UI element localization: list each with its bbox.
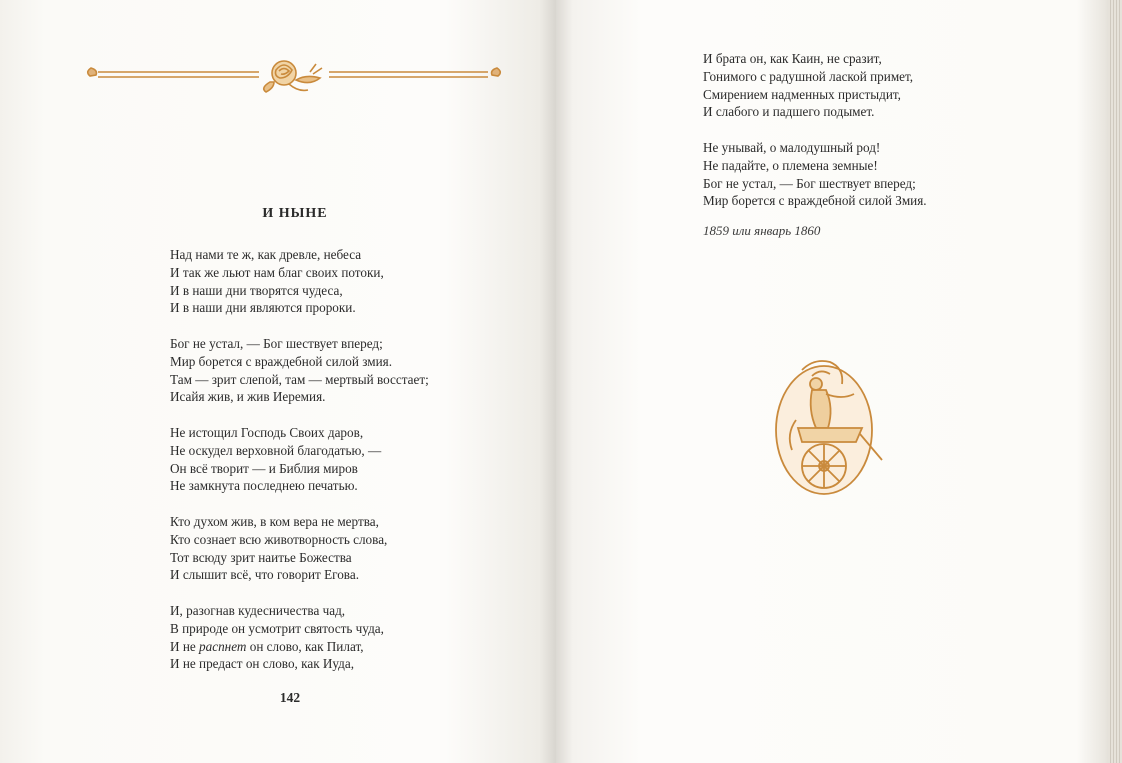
verse-line: Кто сознает всю животворность слова, <box>170 531 388 547</box>
verse-line: Кто духом жив, в ком вера не мертва, <box>170 513 379 529</box>
emphasized-word: распнет <box>199 638 247 654</box>
verse-line: Мир борется с враждебной силой змия. <box>170 353 393 369</box>
verse-line: Он всё творит — и Библия миров <box>170 460 358 476</box>
stanza <box>170 602 429 673</box>
poem-date: 1859 или январь 1860 <box>703 223 821 238</box>
verse-line: В природе он усмотрит святость чуда, <box>170 620 384 636</box>
verse-line: И в наши дни творятся чудеса, <box>170 282 343 298</box>
verse-line: Там — зрит слепой, там — мертвый восстает; <box>170 371 429 387</box>
stanza <box>170 513 429 584</box>
rose-ornament-icon <box>84 58 504 98</box>
poem-left-column <box>170 246 429 691</box>
verse-line: Не истощил Господь Своих даров, <box>170 424 364 440</box>
verse-line: Не оскудел верховной благодатью, — <box>170 442 382 458</box>
verse-line: И слышит всё, что говорит Егова. <box>170 567 359 583</box>
verse-line: И не предаст он слово, как Иуда, <box>170 656 355 672</box>
stanza <box>170 424 429 495</box>
stanza <box>170 246 429 317</box>
poem-title: И НЫНЕ <box>262 206 328 221</box>
verse-line: И в наши дни являются пророки. <box>170 300 356 316</box>
verse-line: Бог не устал, — Бог шествует вперед; <box>170 335 383 351</box>
verse-line: Тот всюду зрит наитье Божества <box>170 549 352 565</box>
chariot-vignette-icon <box>772 350 888 506</box>
page-number: 142 <box>279 690 301 705</box>
verse-line: Мир борется с враждебной силой Змия. <box>703 193 927 209</box>
page-edges <box>1108 0 1122 763</box>
stanza <box>703 139 927 210</box>
stanza <box>170 335 429 406</box>
verse-line: Над нами те ж, как древле, небеса <box>170 247 362 262</box>
verse-line: И слабого и падшего подымет. <box>703 104 875 120</box>
verse-line-with-italic: И не распнет он слово, как Пилат, <box>170 638 364 654</box>
verse-line: И, разогнав кудесничества чад, <box>170 602 346 618</box>
verse-line: И так же льют нам благ своих потоки, <box>170 264 384 280</box>
poem-right-column <box>703 50 927 228</box>
verse-line: Не замкнута последнею печатью. <box>170 478 358 494</box>
left-page <box>0 0 556 763</box>
verse-line: Не падайте, о племена земные! <box>703 157 878 173</box>
verse-line: Бог не устал, — Бог шествует вперед; <box>703 175 916 191</box>
stanza <box>703 50 927 121</box>
verse-line: И брата он, как Каин, не сразит, <box>703 51 882 66</box>
verse-line: Смирением надменных пристыдит, <box>703 86 901 102</box>
verse-line: Исайя жив, и жив Иеремия. <box>170 389 326 405</box>
verse-line: Гонимого с радушной лаской примет, <box>703 68 914 84</box>
verse-line: Не унывай, о малодушный род! <box>703 139 881 155</box>
